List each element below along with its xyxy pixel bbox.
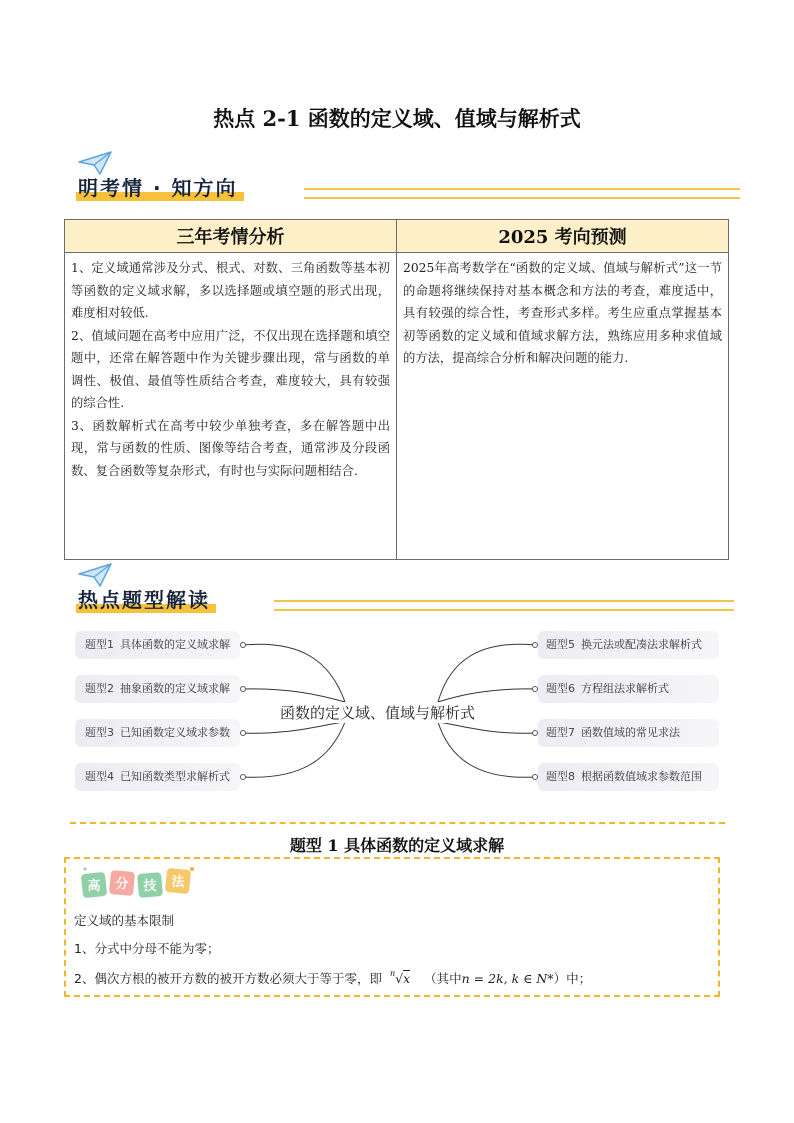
section-title: 题型 1 具体函数的定义域求解 — [289, 836, 505, 855]
badge-char: 技 — [143, 879, 157, 894]
nth-root-expression: $^n$√x — [389, 968, 411, 986]
page-title: 热点 2-1 函数的定义域、值域与解析式 — [213, 106, 581, 131]
mindmap-item-type7: 题型7 函数值域的常见求法 — [538, 719, 719, 747]
mindmap-item-type5: 题型5 换元法或配凑法求解析式 — [538, 631, 719, 659]
badge-char: 法 — [171, 875, 185, 890]
analysis-paragraph: 1、定义域通常涉及分式、根式、对数、三角函数等基本初等函数的定义域求解，多以选择题或填空题的形式出现，难度相对较低. — [71, 261, 390, 320]
tips-box — [64, 857, 720, 997]
tips-heading: 定义域的基本限制 — [74, 913, 175, 928]
mindmap-item-type6: 题型6 方程组法求解析式 — [538, 675, 719, 703]
forecast-paragraph: 2025年高考数学在“函数的定义域、值域与解析式”这一节的命题将继续保持对基本概念和方法的考查，难度适中，具有较强的综合性，考查形式多样。考生应重点掌握基本初等函数的定义域和值域求解方法，熟练应用多种求值域的方法，提高综合分析和解决问题的能力. — [403, 261, 722, 365]
mindmap-item-type8: 题型8 根据函数值域求参数范围 — [538, 763, 719, 791]
tips-item-2: 2、偶次方根的被开方数的被开方数必须大于等于零，即 $^n$√x （其中n = 2k, k ∈ N*）中； — [74, 968, 592, 986]
mindmap-item-type1: 题型1 具体函数的定义域求解 — [75, 631, 240, 659]
mindmap-item-type4: 题型4 已知函数类型求解析式 — [75, 763, 240, 791]
badge-char: 高 — [87, 879, 101, 894]
analysis-paragraph: 2、值域问题在高考中应用广泛，不仅出现在选择题和填空题中，还常在解答题中作为关键步骤出现，常与函数的单调性、极值、最值等性质结合考查，难度较大，具有较强的综合性. — [71, 328, 390, 410]
mindmap-item-type3: 题型3 已知函数定义域求参数 — [75, 719, 240, 747]
table-header-three-year: 三年考情分析 — [65, 220, 397, 253]
banner-label: 热点题型解读 — [76, 584, 216, 613]
mindmap-center-topic: 函数的定义域、值域与解析式 — [280, 704, 476, 722]
high-score-tips-badge — [80, 865, 200, 901]
table-header-2025-forecast: 2025 考向预测 — [397, 220, 729, 253]
badge-char: 分 — [115, 877, 129, 892]
banner-label: 明考情 · 知方向 — [76, 172, 244, 201]
section-divider — [70, 822, 725, 824]
mindmap-item-type2: 题型2 抽象函数的定义域求解 — [75, 675, 240, 703]
tips-item-1: 1、分式中分母不能为零； — [74, 941, 220, 956]
analysis-paragraph: 3、函数解析式在高考中较少单独考查，多在解答题中出现，常与函数的性质、图像等结合考查，通常涉及分段函数、复合函数等复杂形式，有时也与实际问题相结合. — [71, 418, 390, 478]
